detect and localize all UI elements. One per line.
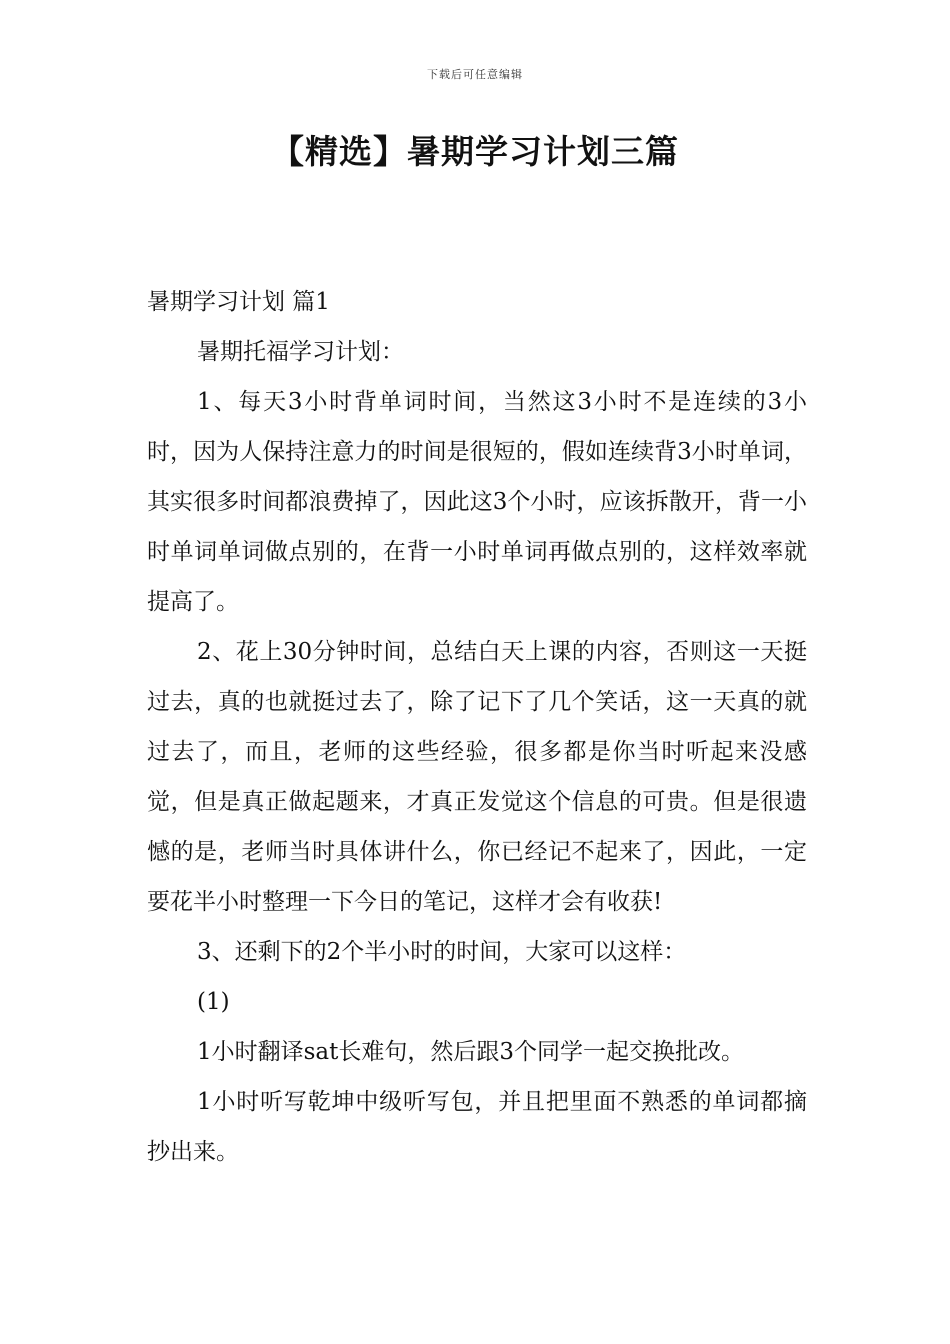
document-body (147, 277, 807, 1177)
section-heading: 暑期学习计划 篇1 (147, 289, 330, 315)
download-note: 下载后可任意编辑 (427, 68, 523, 81)
paragraph-intro: 暑期托福学习计划： (197, 339, 404, 365)
paragraph-subitem-marker: (1) (197, 989, 230, 1015)
paragraph-dictation-task: 1小时听写乾坤中级听写包，并且把里面不熟悉的单词都摘抄出来。 (147, 1089, 807, 1165)
document-title: 【精选】暑期学习计划三篇 (271, 132, 679, 171)
paragraph-item-1: 1、每天3小时背单词时间，当然这3小时不是连续的3小时，因为人保持注意力的时间是很短的，假如连续背3小时单词，其实很多时间都浪费掉了，因此这3个小时，应该拆散开，背一小时单词单词做点别的，在背一小时单词再做点别的，这样效率就提高了。 (147, 389, 807, 615)
paragraph-translation-task: 1小时翻译sat长难句，然后跟3个同学一起交换批改。 (197, 1039, 745, 1065)
paragraph-item-2: 2、花上30分钟时间，总结白天上课的内容，否则这一天挺过去，真的也就挺过去了，除了记下了几个笑话，这一天真的就过去了，而且，老师的这些经验，很多都是你当时听起来没感觉，但是真正做起题来，才真正发觉这个信息的可贵。但是很遗憾的是，老师当时具体讲什么，你已经记不起来了，因此，一定要花半小时整理一下今日的笔记，这样才会有收获! (147, 639, 807, 915)
paragraph-item-3: 3、还剩下的2个半小时的时间，大家可以这样： (197, 939, 687, 965)
